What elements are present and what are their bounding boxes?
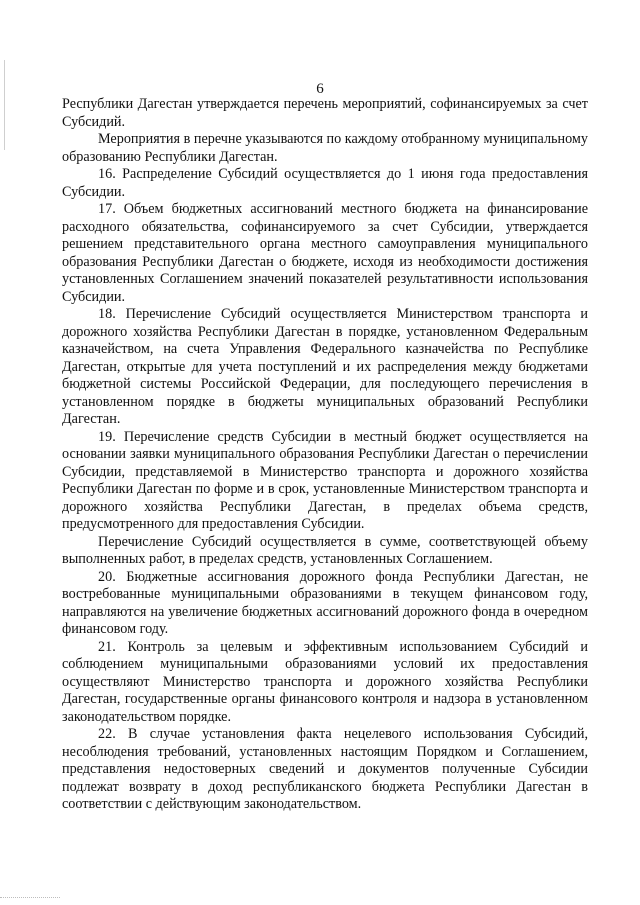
paragraph-21: 21. Контроль за целевым и эффективным использованием Субсидий и соблюдением муниципальными образованиями условий их предоставления осуществляют Министерство транспорта и дорожного хозяйства Республики Дагестан, государственные органы финансового контроля и надзора в установленном законодательством порядке. xyxy=(62,638,588,725)
paragraph-16: 16. Распределение Субсидий осуществляется до 1 июня года предоставления Субсидии. xyxy=(62,166,588,200)
paragraph-22: 22. В случае установления факта нецелевого использования Субсидий, несоблюдения требований, установленных настоящим Порядком и Соглашением, представления недостоверных сведений и документов полученные Субсидии подлежат возврату в доход республиканского бюджета Республики Дагестан в соответствии с действующим законодательством. xyxy=(62,726,588,812)
paragraph-20: 20. Бюджетные ассигнования дорожного фонда Республики Дагестан, не востребованные муниципальными образованиями в текущем финансовом году, направляются на увеличение бюджетных ассигнований дорожного фонда в очередном финансовом году. xyxy=(62,568,588,637)
paragraph-intro: Республики Дагестан утверждается перечень мероприятий, софинансируемых за счет Субсидий. xyxy=(62,96,588,130)
paragraph-measures: Мероприятия в перечне указываются по каждому отобранному муниципальному образованию Республики Дагестан. xyxy=(62,131,588,165)
paragraph-19-continued: Перечисление Субсидий осуществляется в сумме, соответствующей объему выполненных работ, в пределах средств, установленных Соглашением. xyxy=(62,533,588,567)
scan-footer-mark xyxy=(0,897,60,899)
document-body xyxy=(62,96,588,814)
paragraph-18: 18. Перечисление Субсидий осуществляется Министерством транспорта и дорожного хозяйства Республики Дагестан в порядке, установленном Федеральным казначейством, на счета Управления Федерального казначейства по Республике Дагестан, открытые для учета поступлений и их распределения между бюджетами бюджетной системы Российской Федерации, для последующего перечисления в установленном порядке в бюджеты муниципальных образований Республики Дагестан. xyxy=(62,306,588,427)
page-number: 6 xyxy=(316,81,324,97)
scan-edge-mark xyxy=(4,60,5,150)
paragraph-17: 17. Объем бюджетных ассигнований местного бюджета на финансирование расходного обязательства, софинансируемого за счет Субсидии, утверждается решением представительного органа местного самоуправления муниципального образования Республики Дагестан о бюджете, исходя из необходимости достижения установленных Соглашением значений показателей результативности использования Субсидии. xyxy=(62,201,588,305)
paragraph-19: 19. Перечисление средств Субсидии в местный бюджет осуществляется на основании заявки муниципального образования Республики Дагестан о перечислении Субсидии, представляемой в Министерство транспорта и дорожного хозяйства Республики Дагестан по форме и в срок, установленные Министерством транспорта и дорожного хозяйства Республики Дагестан, в пределах объема средств, предусмотренного для предоставления Субсидии. xyxy=(62,428,588,532)
